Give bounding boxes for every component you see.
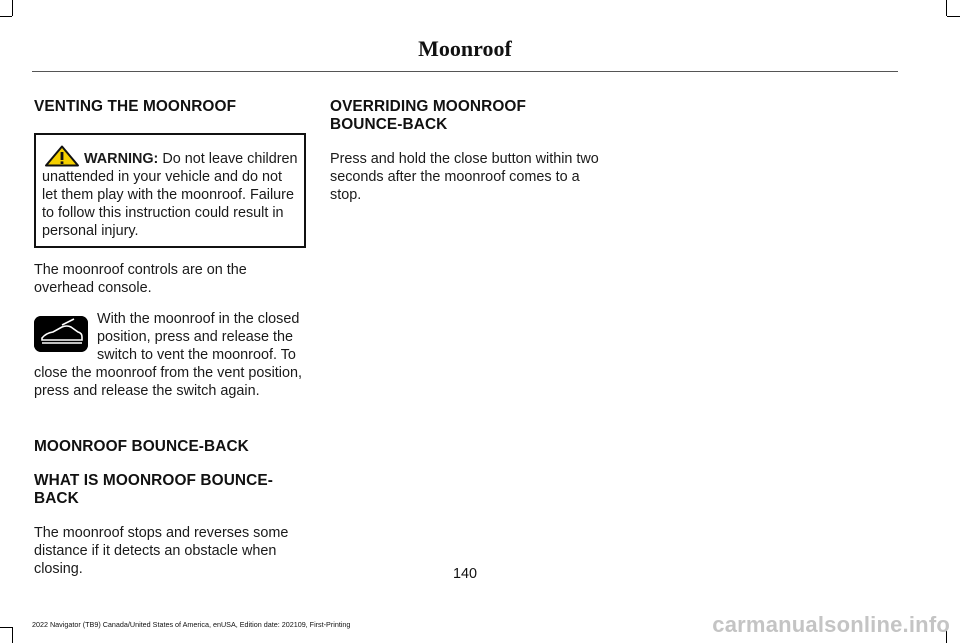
overriding-text: Press and hold the close button within two seconds after the moonroof comes to a stop. xyxy=(330,151,599,203)
footer-edition: 2022 Navigator (TB9) Canada/United States of America, enUSA, Edition date: 202109, First-Printing xyxy=(32,620,351,629)
bounce-back-heading: MOONROOF BOUNCE-BACK xyxy=(34,438,249,455)
warning-box xyxy=(34,133,306,248)
page-title: Moonroof xyxy=(418,36,512,61)
crop-mark xyxy=(946,0,947,16)
crop-mark xyxy=(947,16,960,17)
crop-mark xyxy=(12,627,13,643)
left-column xyxy=(34,98,306,578)
vent-text: With the moonroof in the closed position, press and release the switch to vent the moonroof. To close the moonroof from the vent position, press and release the switch again. xyxy=(34,311,302,399)
header-divider xyxy=(32,71,898,72)
moonroof-vent-switch-icon xyxy=(34,316,88,352)
watermark: carmanualsonline.info xyxy=(712,612,950,637)
what-is-bounce-back-heading: WHAT IS MOONROOF BOUNCE-BACK xyxy=(34,472,273,507)
crop-mark xyxy=(0,627,12,628)
right-column xyxy=(330,98,602,204)
crop-mark xyxy=(12,0,13,16)
warning-label: WARNING: xyxy=(84,151,159,167)
overriding-bounce-back-heading: OVERRIDING MOONROOF BOUNCE-BACK xyxy=(330,98,526,133)
venting-heading: VENTING THE MOONROOF xyxy=(34,98,237,115)
page-number: 140 xyxy=(452,566,477,582)
vent-paragraph xyxy=(34,310,306,400)
controls-text: The moonroof controls are on the overhead console. xyxy=(34,262,247,296)
warning-triangle-icon xyxy=(44,145,80,167)
bounce-back-text: The moonroof stops and reverses some distance if it detects an obstacle when closing. xyxy=(34,525,289,577)
warning-text: Do not leave children unattended in your vehicle and do not let them play with the moonroof. Failure to follow this instruction could result in personal injury. xyxy=(42,151,298,239)
crop-mark xyxy=(0,16,12,17)
